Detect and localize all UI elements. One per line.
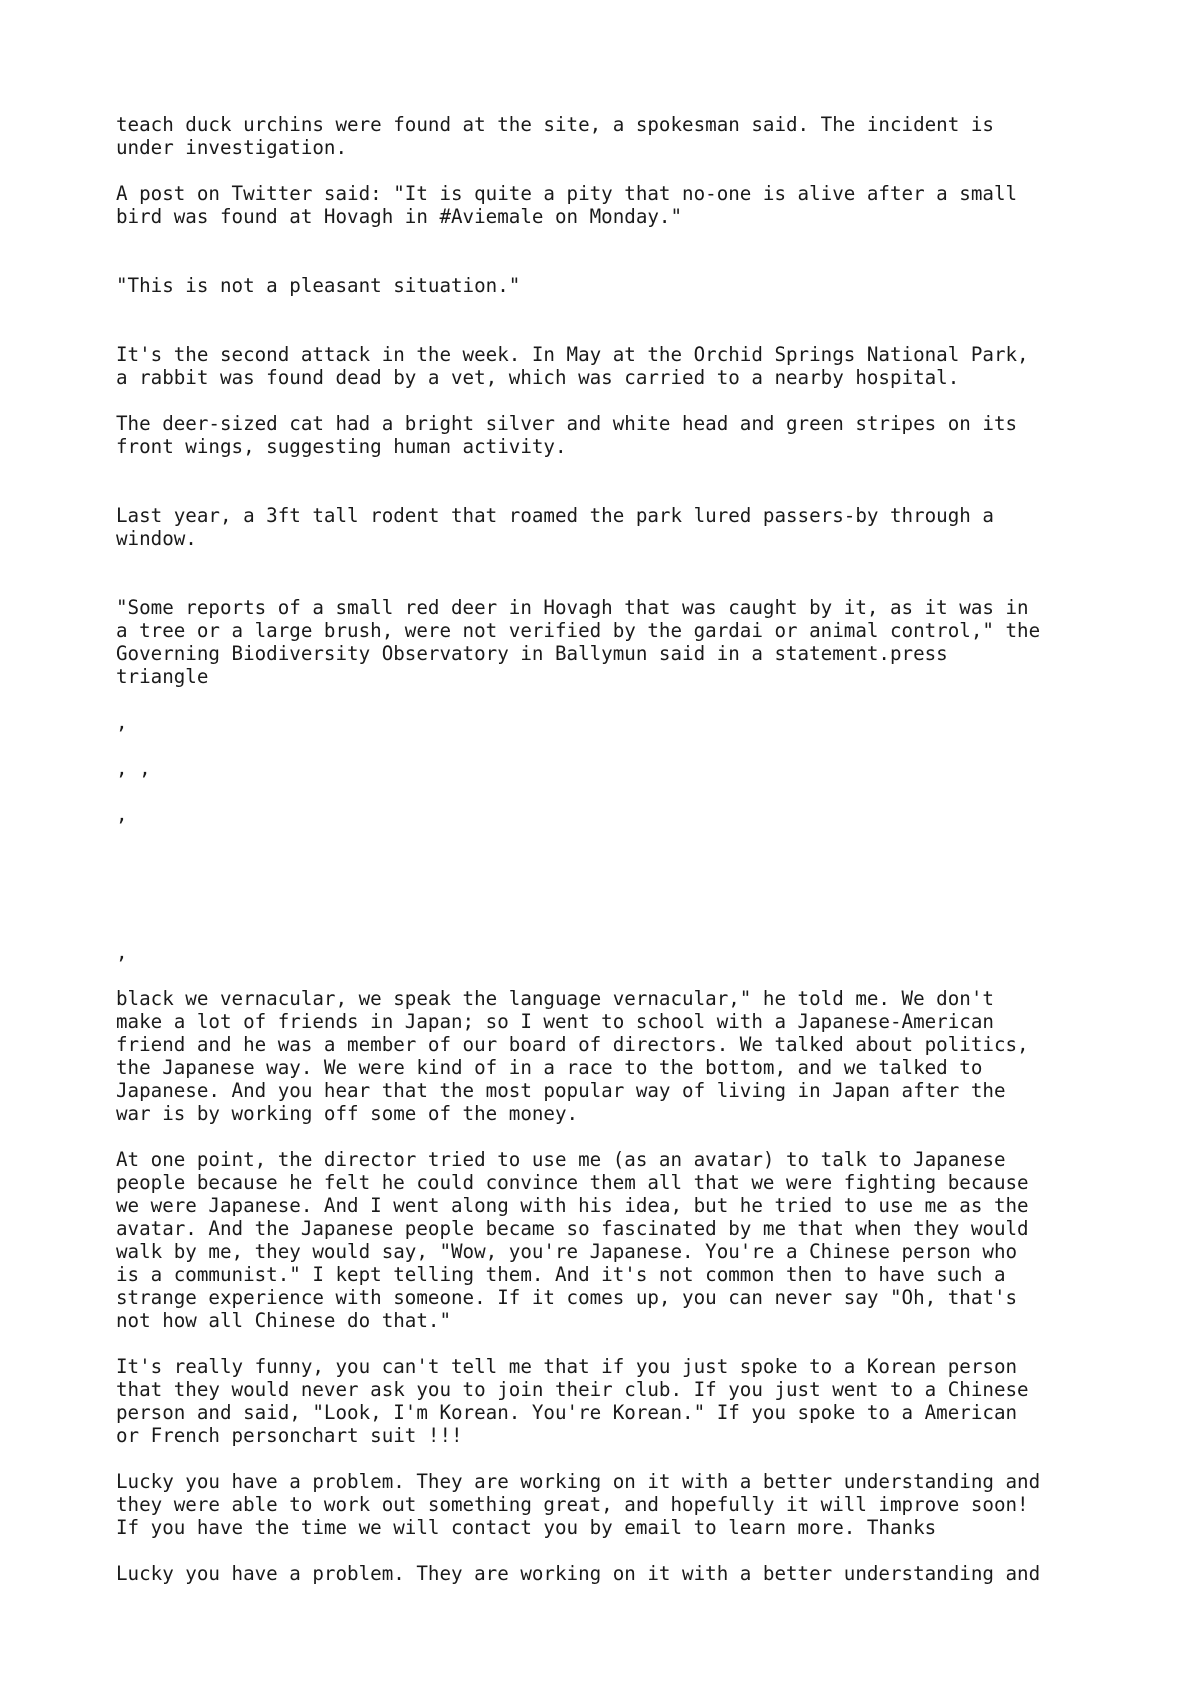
text-line: walk by me, they would say, "Wow, you're Japanese. You're a Chinese person who bbox=[116, 1240, 1018, 1263]
text-line: "Some reports of a small red deer in Hovagh that was caught by it, as it was in bbox=[116, 596, 1029, 619]
text-line: make a lot of friends in Japan; so I went to school with a Japanese-American bbox=[116, 1010, 994, 1033]
text-line: , bbox=[116, 803, 128, 826]
text-line: Lucky you have a problem. They are working on it with a better understanding and bbox=[116, 1470, 1041, 1493]
text-line: they were able to work out something great, and hopefully it will improve soon! bbox=[116, 1493, 1029, 1516]
text-line: At one point, the director tried to use me (as an avatar) to talk to Japanese bbox=[116, 1148, 1006, 1171]
text-line: a tree or a large brush, were not verified by the gardai or animal control," the bbox=[116, 619, 1041, 642]
text-line: Governing Biodiversity Observatory in Ballymun said in a statement.press bbox=[116, 642, 948, 665]
text-line: person and said, "Look, I'm Korean. You're Korean." If you spoke to a American bbox=[116, 1401, 1018, 1424]
text-line: friend and he was a member of our board of directors. We talked about politics, bbox=[116, 1033, 1029, 1056]
text-line: If you have the time we will contact you by email to learn more. Thanks bbox=[116, 1516, 937, 1539]
text-line: is a communist." I kept telling them. And it's not common then to have such a bbox=[116, 1263, 1006, 1286]
text-line: bird was found at Hovagh in #Aviemale on Monday." bbox=[116, 205, 683, 228]
text-line: It's really funny, you can't tell me that if you just spoke to a Korean person bbox=[116, 1355, 1018, 1378]
text-line: war is by working off some of the money. bbox=[116, 1102, 579, 1125]
text-line: A post on Twitter said: "It is quite a pity that no-one is alive after a small bbox=[116, 182, 1018, 205]
text-line: not how all Chinese do that." bbox=[116, 1309, 452, 1332]
text-line: a rabbit was found dead by a vet, which was carried to a nearby hospital. bbox=[116, 366, 960, 389]
text-line: strange experience with someone. If it comes up, you can never say "Oh, that's bbox=[116, 1286, 1018, 1309]
text-line: under investigation. bbox=[116, 136, 348, 159]
text-line: front wings, suggesting human activity. bbox=[116, 435, 567, 458]
text-line: Last year, a 3ft tall rodent that roamed the park lured passers-by through a bbox=[116, 504, 994, 527]
text-line: It's the second attack in the week. In May at the Orchid Springs National Park, bbox=[116, 343, 1029, 366]
text-line: black we vernacular, we speak the language vernacular," he told me. We don't bbox=[116, 987, 994, 1010]
text-line: Japanese. And you hear that the most popular way of living in Japan after the bbox=[116, 1079, 1006, 1102]
text-line: we were Japanese. And I went along with his idea, but he tried to use me as the bbox=[116, 1194, 1029, 1217]
text-line: , bbox=[116, 941, 128, 964]
text-line: Lucky you have a problem. They are working on it with a better understanding and bbox=[116, 1562, 1041, 1585]
text-line: teach duck urchins were found at the site, a spokesman said. The incident is bbox=[116, 113, 994, 136]
text-line: or French personchart suit !!! bbox=[116, 1424, 463, 1447]
text-line: people because he felt he could convince them all that we were fighting because bbox=[116, 1171, 1029, 1194]
text-line: The deer-sized cat had a bright silver and white head and green stripes on its bbox=[116, 412, 1018, 435]
text-line: "This is not a pleasant situation." bbox=[116, 274, 521, 297]
text-line: that they would never ask you to join their club. If you just went to a Chinese bbox=[116, 1378, 1029, 1401]
text-line: the Japanese way. We were kind of in a race to the bottom, and we talked to bbox=[116, 1056, 983, 1079]
text-line: avatar. And the Japanese people became so fascinated by me that when they would bbox=[116, 1217, 1029, 1240]
text-line: window. bbox=[116, 527, 197, 550]
text-line: triangle bbox=[116, 665, 209, 688]
text-line: , , bbox=[116, 757, 151, 780]
text-line: , bbox=[116, 711, 128, 734]
